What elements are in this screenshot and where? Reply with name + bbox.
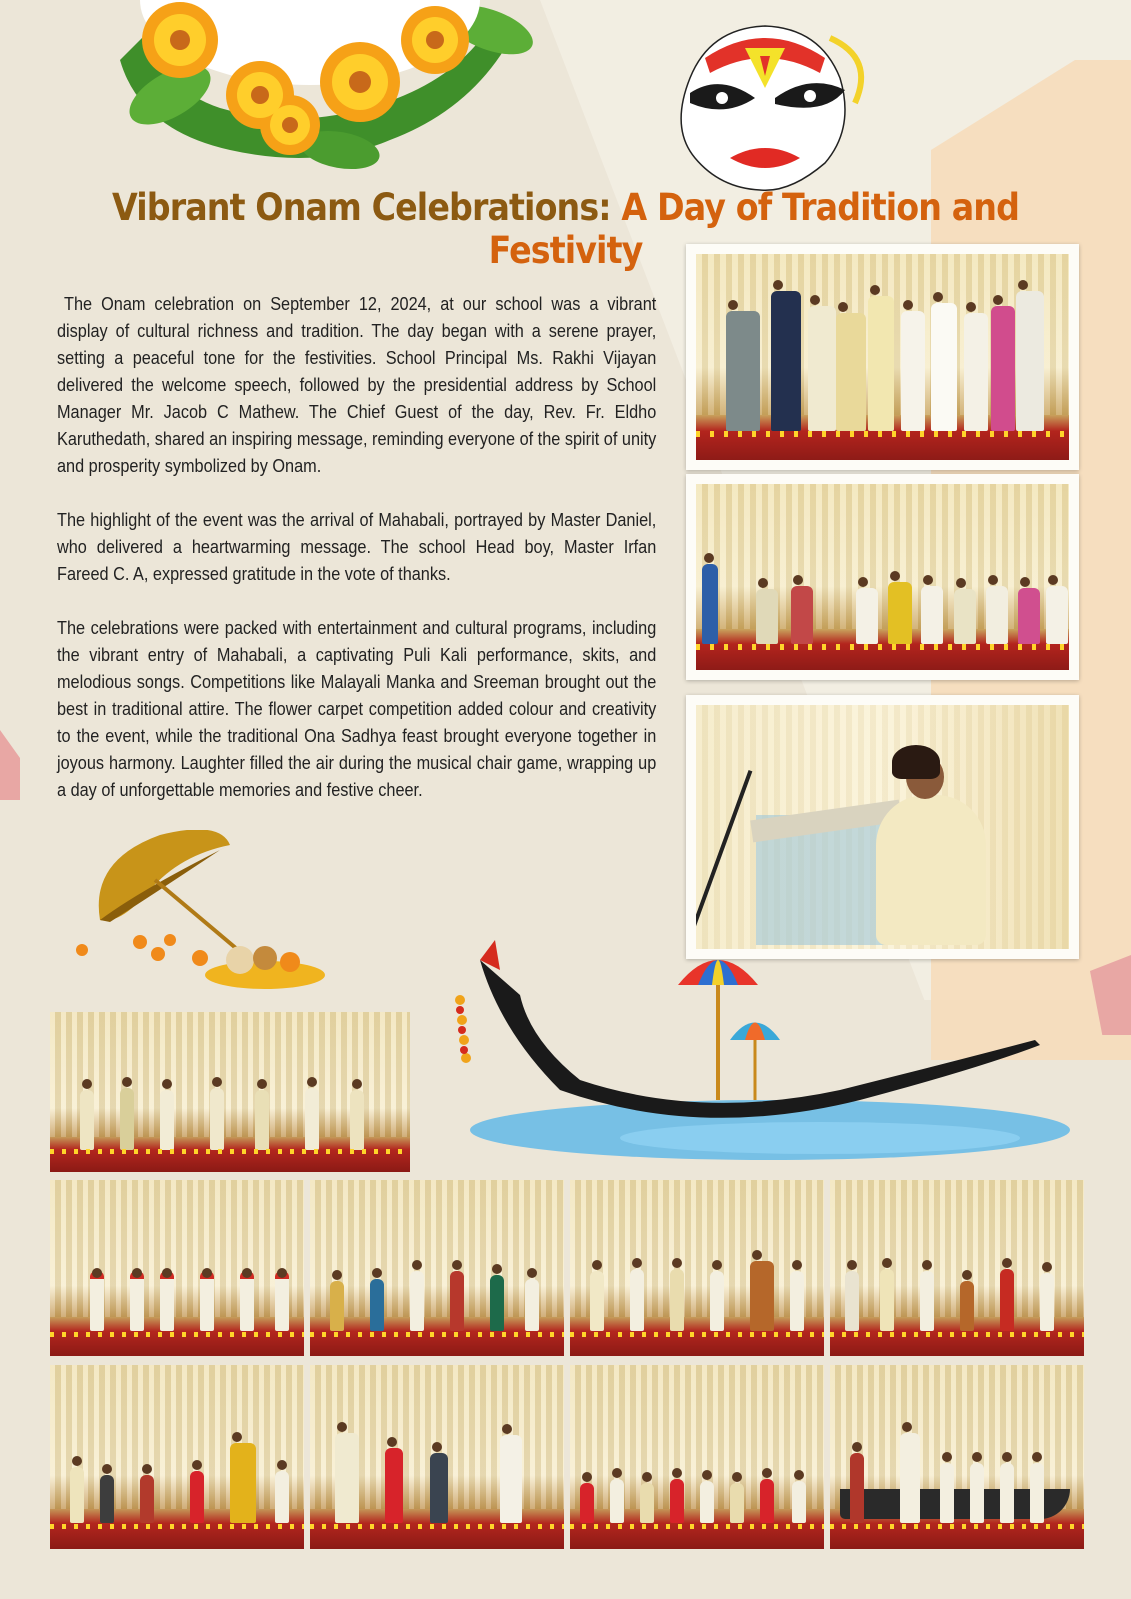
lamp-lighting-photo [696, 254, 1069, 460]
kathakali-face-illustration [650, 18, 880, 198]
article-paragraph: The Onam celebration on September 12, 2024, at our school was a vibrant display of cultural richness and tradition. The day began with a serene prayer, setting a peaceful tone for the festivities. School Principal Ms. Rakhi Vijayan delivered the welcome speech, followed by the presidential address by School Manager Mr. Jacob C Mathew. The Chief Guest of the day, Rev. Fr. Eldho Karuthedath, shared an inspiring message, reminding everyone of the spirit of unity and prosperity symbolized by Onam. [57, 293, 657, 476]
dignitaries-photo-frame [686, 474, 1079, 680]
mahabali-1 [50, 1365, 304, 1549]
dance-2 [50, 1180, 304, 1356]
snake-boat-illustration [440, 940, 1080, 1170]
puli-kali-1 [310, 1180, 564, 1356]
skit-1 [310, 1365, 564, 1549]
vallamkali-skit [830, 1365, 1084, 1549]
group-dance-1 [50, 1012, 410, 1172]
puli-kali-2 [570, 1180, 824, 1356]
muthukuda-umbrella-illustration [70, 830, 350, 1020]
dance-3 [570, 1365, 824, 1549]
dignitaries-seated-photo [696, 484, 1069, 670]
pink-accent-left [0, 730, 20, 800]
article-paragraph: The celebrations were packed with entertainment and cultural programs, including the vibrant entry of Mahabali, a captivating Puli Kali performance, skits, and melodious songs. Competitions like Malayali Manka and Sreeman brought out the best in traditional attire. The flower carpet competition added colour and creativity to the event, while the traditional Ona Sadhya feast brought everyone together in joyous harmony. Laughter filled the air during the musical chair game, wrapping up a day of unforgettable memories and festive cheer. [57, 617, 657, 800]
title-part-a: Vibrant Onam Celebrations: [111, 186, 622, 229]
speech-photo-frame [686, 695, 1079, 959]
article-paragraph: The highlight of the event was the arrival of Mahabali, portrayed by Master Daniel, who delivered a heartwarming message. The school Head boy, Master Irfan Fareed C. A, expressed gratitude in the vote of thanks. [57, 509, 657, 584]
principal-speech-photo [696, 705, 1069, 949]
flower-garland-illustration [60, 0, 620, 180]
title-part-b: A Day of Tradition and Festivity [488, 186, 1020, 272]
lamp-lighting-photo-frame [686, 244, 1079, 470]
article-body [57, 290, 656, 830]
puli-kali-3 [830, 1180, 1084, 1356]
